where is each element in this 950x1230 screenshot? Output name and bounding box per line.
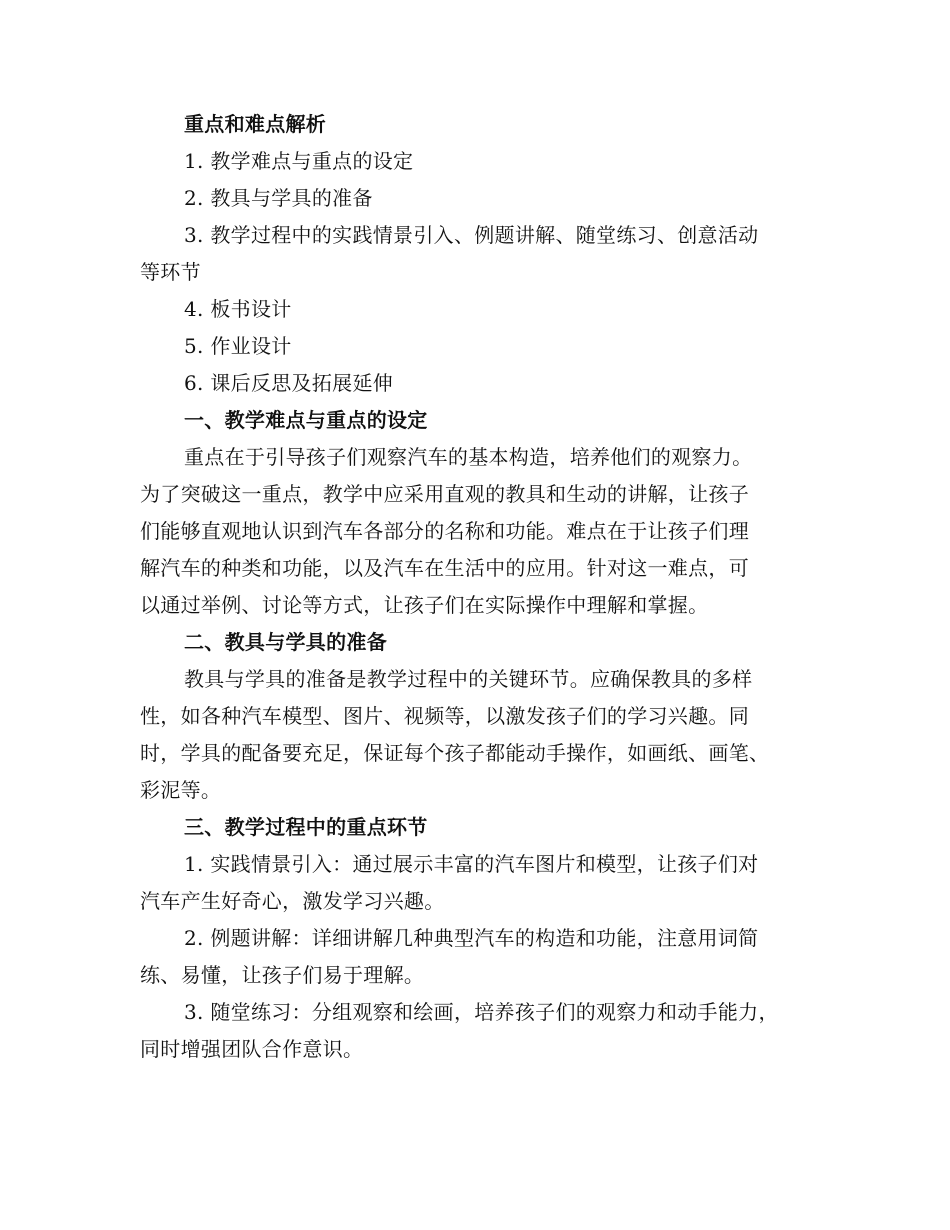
outline-item: 6. 课后反思及拓展延伸 bbox=[184, 371, 394, 395]
paragraph-line: 以通过举例、讨论等方式，让孩子们在实际操作中理解和掌握。 bbox=[140, 593, 709, 617]
outline-item: 4. 板书设计 bbox=[184, 297, 292, 321]
list-item-continuation: 汽车产生好奇心，激发学习兴趣。 bbox=[140, 889, 445, 913]
document-body bbox=[140, 106, 810, 1068]
paragraph-line: 为了突破这一重点，教学中应采用直观的教具和生动的讲解，让孩子 bbox=[140, 482, 749, 506]
list-item: 3. 随堂练习：分组观察和绘画，培养孩子们的观察力和动手能力， bbox=[184, 1000, 779, 1024]
list-item-continuation: 练、易懂，让孩子们易于理解。 bbox=[140, 963, 425, 987]
paragraph-line: 们能够直观地认识到汽车各部分的名称和功能。难点在于让孩子们理 bbox=[140, 519, 749, 543]
paragraph-line: 教具与学具的准备是教学过程中的关键环节。应确保教具的多样 bbox=[184, 667, 753, 691]
outline-item: 2. 教具与学具的准备 bbox=[184, 186, 373, 210]
list-item: 2. 例题讲解：详细讲解几种典型汽车的构造和功能，注意用词简 bbox=[184, 926, 759, 950]
outline-item: 1. 教学难点与重点的设定 bbox=[184, 149, 414, 173]
list-item-continuation: 同时增强团队合作意识。 bbox=[140, 1037, 364, 1061]
paragraph-line: 彩泥等。 bbox=[140, 778, 222, 802]
paragraph-line: 性，如各种汽车模型、图片、视频等，以激发孩子们的学习兴趣。同 bbox=[140, 704, 749, 728]
outline-item: 5. 作业设计 bbox=[184, 334, 292, 358]
outline-item: 3. 教学过程中的实践情景引入、例题讲解、随堂练习、创意活动 bbox=[184, 223, 759, 247]
section1-title: 一、教学难点与重点的设定 bbox=[184, 408, 428, 432]
section2-title: 二、教具与学具的准备 bbox=[184, 630, 387, 654]
outline-item-continuation: 等环节 bbox=[140, 260, 201, 284]
paragraph-line: 时，学具的配备要充足，保证每个孩子都能动手操作，如画纸、画笔、 bbox=[140, 741, 770, 765]
list-item: 1. 实践情景引入：通过展示丰富的汽车图片和模型，让孩子们对 bbox=[184, 852, 759, 876]
section3-title: 三、教学过程中的重点环节 bbox=[184, 815, 428, 839]
paragraph-line: 解汽车的种类和功能，以及汽车在生活中的应用。针对这一难点，可 bbox=[140, 556, 749, 580]
paragraph-line: 重点在于引导孩子们观察汽车的基本构造，培养他们的观察力。 bbox=[184, 445, 753, 469]
section-heading: 重点和难点解析 bbox=[184, 112, 327, 136]
